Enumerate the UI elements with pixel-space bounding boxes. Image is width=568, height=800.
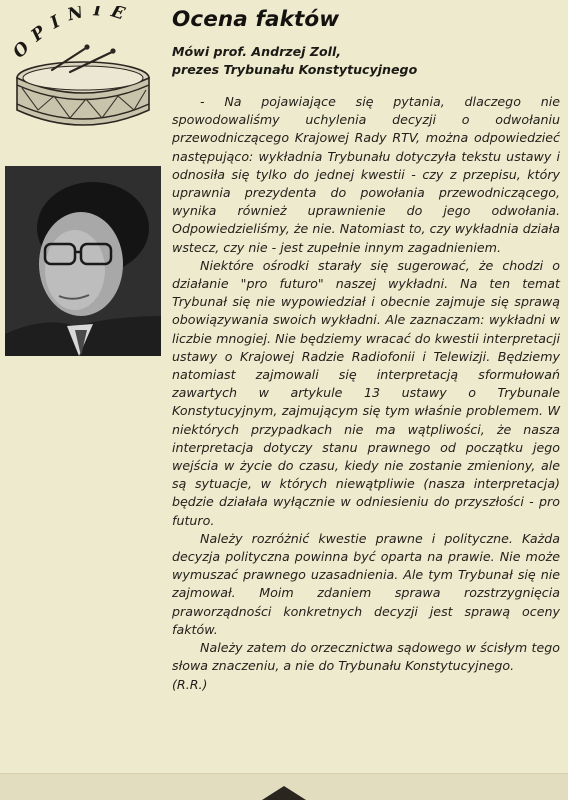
byline-name: Mówi prof. Andrzej Zoll,	[172, 44, 342, 59]
portrait-photo	[5, 166, 161, 356]
article-title: Ocena faktów	[172, 7, 340, 32]
article-paragraph: Niektóre ośrodki starały się sugerować, że chodzi o działanie "pro futuro" naszej wykładni. Na ten temat Trybunał się nie wypowiedział i obecnie zajmuje się sprawą obowiązywania swoich wykładni. Ale zaznaczam: wykładni w liczbie mnogiej. Nie będziemy wracać do kwestii interpretacji ustawy o Krajowej Radzie Radiofonii i Telewizji. Będziemy natomiast zajmowali się interpretacją sformułowań zawartych w artykule 13 ustawy o Trybunale Konstytucyjnym, zajmującym się tym właśnie problemem. W niektórych przypadkach nie ma wątpliwości, że nasza interpretacja dotyczy stanu prawnego od początku jego wejścia w życie do czasu, kiedy nie zostanie zmieniony, ale są sytuacje, w których niewątpliwie (nasza interpretacja) będzie działała wyłącznie w odniesieniu do przyszłości - pro futuro.	[172, 257, 560, 528]
author-portrait-photo	[5, 166, 161, 356]
article-paragraph: Należy zatem do orzecznictwa sądowego w ścisłym tego słowa znaczeniu, a nie do Trybunału Konstytucyjnego.	[172, 640, 560, 674]
article-body	[172, 93, 560, 694]
drum-icon	[8, 6, 158, 134]
article	[172, 6, 560, 694]
article-paragraph: Należy rozróżnić kwestie prawne i polityczne. Każda decyzja polityczna powinna być oparta na prawie. Nie może wymuszać prawnego uzasadnienia. Ale tym Trybunał się nie zajmował. Moim zdaniem sprawa rozstrzygnięcia praworządności konkretnych decyzji jest sprawą oceny faktów.	[172, 530, 560, 637]
opinie-drum-logo	[8, 6, 158, 134]
article-byline	[172, 43, 560, 79]
section-label: OPINIE	[9, 6, 136, 63]
article-signature: (R.R.)	[172, 676, 208, 692]
article-paragraph: - Na pojawiające się pytania, dlaczego nie spowodowaliśmy uchylenia decyzji o odwołaniu przewodniczącego Krajowej Rady RTV, można odpowiedzieć następująco: wykładnia Trybunału dotyczyła tekstu ustawy i odnosiła się tylko do jednej kwestii - czy z przepisu, który uprawnia prezydenta do powołania przewodniczącego, wynika również uprawnienie do jego odwołania. Odpowiedzieliśmy, że nie. Natomiast to, czy wykładnia działa wstecz, czy nie - jest zupełnie innym zagadnieniem.	[172, 94, 560, 255]
byline-role: prezes Trybunału Konstytucyjnego	[172, 62, 418, 77]
page-marker-triangle	[262, 786, 306, 800]
